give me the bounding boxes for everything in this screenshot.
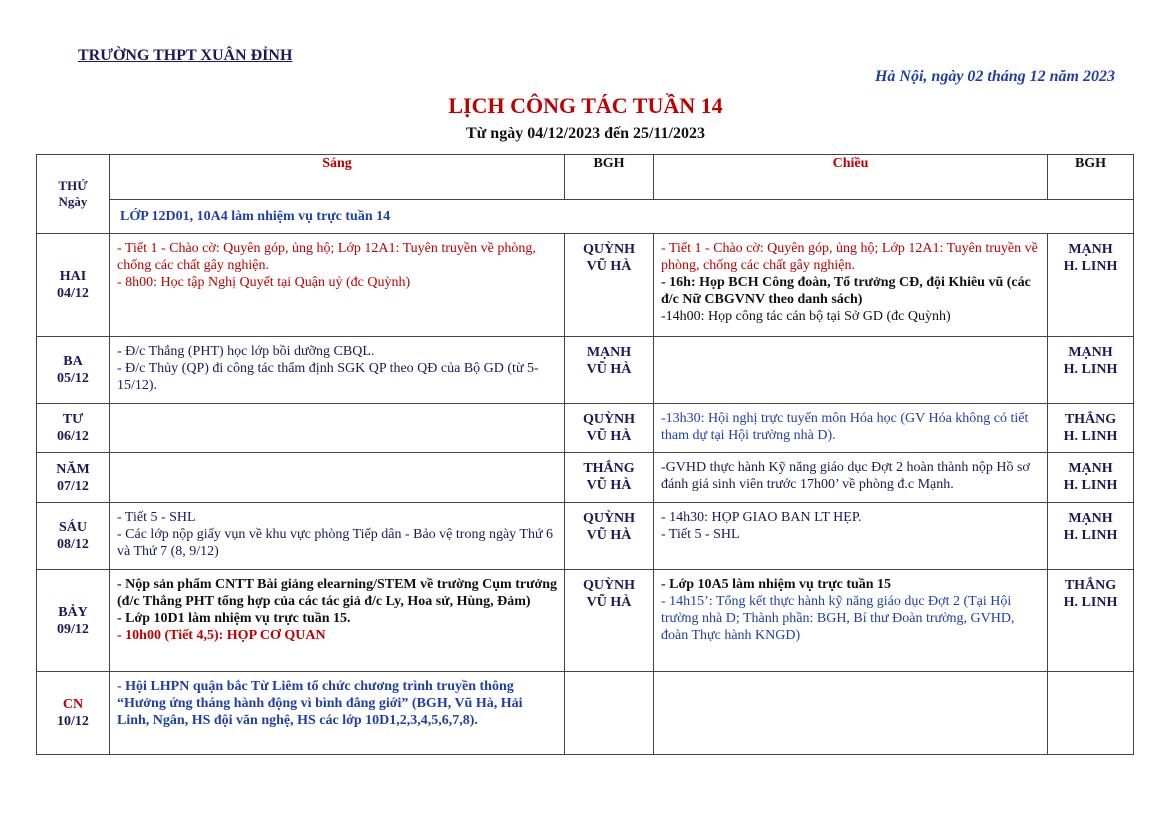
date-range: Từ ngày 04/12/2023 đến 25/11/2023 xyxy=(466,125,705,142)
afternoon-item: - 16h: Họp BCH Công đoàn, Tổ trưởng CĐ, đội Khiêu vũ (các đ/c Nữ CBGVNV theo danh sách) xyxy=(661,275,1031,307)
morning-item: - Nộp sản phẩm CNTT Bài giảng elearning/STEM về trường Cụm trưởng (đ/c Thắng PHT tổng hợp của các tác giả đ/c Ly, Hoa sử, Hùng, Đảm) xyxy=(117,577,558,609)
afternoon-cell xyxy=(654,234,1048,337)
day-cell xyxy=(37,503,110,570)
bgh-afternoon-cell xyxy=(1048,337,1134,404)
day-name: HAI xyxy=(59,269,87,284)
day-header-line2: Ngày xyxy=(58,194,88,209)
bgh-name: QUỲNH xyxy=(582,578,636,593)
bgh-name: VŨ HÀ xyxy=(586,528,632,543)
bgh-afternoon-cell xyxy=(1048,453,1134,503)
bgh-morning-cell xyxy=(565,234,654,337)
bgh-name: MẠNH xyxy=(1068,242,1113,257)
bgh-name: THẮNG xyxy=(1064,412,1117,427)
bgh-name: THẮNG xyxy=(1064,578,1117,593)
bgh-name: H. LINH xyxy=(1063,362,1118,377)
bgh-afternoon-cell xyxy=(1048,672,1134,755)
table-row xyxy=(37,672,1134,755)
morning-item: - 10h00 (Tiết 4,5): HỌP CƠ QUAN xyxy=(117,628,326,643)
day-date: 06/12 xyxy=(57,429,89,444)
day-cell xyxy=(37,570,110,672)
day-cell xyxy=(37,337,110,404)
bgh-name: H. LINH xyxy=(1063,478,1118,493)
bgh-afternoon-column-header: BGH xyxy=(1048,155,1134,200)
bgh-name: THẮNG xyxy=(583,461,635,476)
place-date: Hà Nội, ngày 02 tháng 12 năm 2023 xyxy=(874,68,1115,85)
afternoon-item: -14h00: Họp công tác cán bộ tại Sở GD (đc Quỳnh) xyxy=(661,309,951,324)
table-row xyxy=(37,503,1134,570)
morning-item: - Lớp 10D1 làm nhiệm vụ trực tuần 15. xyxy=(117,611,351,626)
day-date: 04/12 xyxy=(57,286,89,301)
day-date: 09/12 xyxy=(57,621,89,637)
day-cell xyxy=(37,404,110,453)
school-name: TRƯỜNG THPT XUÂN ĐỈNH xyxy=(78,47,293,64)
bgh-name: H. LINH xyxy=(1063,429,1118,444)
afternoon-cell xyxy=(654,453,1048,503)
morning-cell xyxy=(110,570,565,672)
afternoon-cell xyxy=(654,503,1048,570)
day-name: NĂM xyxy=(56,461,90,477)
bgh-name: QUỲNH xyxy=(582,511,636,526)
day-name: TƯ xyxy=(62,412,84,427)
morning-cell xyxy=(110,234,565,337)
table-row xyxy=(37,570,1134,672)
morning-item: - Tiết 5 - SHL xyxy=(117,510,196,525)
bgh-morning-cell xyxy=(565,503,654,570)
bgh-name: MẠNH xyxy=(1068,345,1113,360)
bgh-morning-cell xyxy=(565,672,654,755)
bgh-afternoon-cell xyxy=(1048,234,1134,337)
morning-cell xyxy=(110,337,565,404)
duty-row xyxy=(37,200,1134,234)
table-row xyxy=(37,337,1134,404)
bgh-name: H. LINH xyxy=(1063,595,1118,610)
afternoon-column-header: Chiều xyxy=(654,155,1048,200)
morning-cell xyxy=(110,404,565,453)
bgh-name: VŨ HÀ xyxy=(586,595,632,610)
day-cell xyxy=(37,453,110,503)
morning-item: - 8h00: Học tập Nghị Quyết tại Quận uỷ (đc Quỳnh) xyxy=(117,275,411,290)
afternoon-cell xyxy=(654,570,1048,672)
afternoon-cell xyxy=(654,404,1048,453)
morning-item: - Đ/c Thủy (QP) đi công tác thẩm định SGK QP theo QĐ của Bộ GD (từ 5-15/12). xyxy=(117,361,539,393)
bgh-name: MẠNH xyxy=(1068,511,1113,526)
morning-column-header: Sáng xyxy=(110,155,565,200)
duty-class-text: LỚP 12D01, 10A4 làm nhiệm vụ trực tuần 14 xyxy=(110,200,1048,234)
day-header-line1: THỨ xyxy=(58,178,88,193)
bgh-morning-column-header: BGH xyxy=(565,155,654,200)
day-cell xyxy=(37,234,110,337)
bgh-name: VŨ HÀ xyxy=(586,259,632,274)
bgh-morning-cell xyxy=(565,570,654,672)
bgh-morning-cell xyxy=(565,453,654,503)
day-cell xyxy=(37,672,110,755)
morning-cell xyxy=(110,503,565,570)
bgh-name: H. LINH xyxy=(1063,259,1118,274)
afternoon-item: -13h30: Hội nghị trực tuyến môn Hóa học (GV Hóa không có tiết tham dự tại Hội trường nhà D). xyxy=(661,411,1029,443)
header-row xyxy=(37,155,1134,200)
day-date: 07/12 xyxy=(57,478,89,494)
afternoon-cell xyxy=(654,337,1048,404)
afternoon-item: - 14h30: HỌP GIAO BAN LT HẸP. xyxy=(661,510,862,525)
table-row xyxy=(37,234,1134,337)
table-row xyxy=(37,404,1134,453)
morning-item: - Tiết 1 - Chào cờ: Quyên góp, ủng hộ; Lớp 12A1: Tuyên truyền về phòng, chống các chất gây nghiện. xyxy=(117,241,536,273)
day-date: 08/12 xyxy=(57,537,89,552)
day-name: BA xyxy=(63,354,83,369)
table-row xyxy=(37,453,1134,503)
bgh-afternoon-cell xyxy=(1048,570,1134,672)
afternoon-item: - Tiết 1 - Chào cờ: Quyên góp, ủng hộ; Lớp 12A1: Tuyên truyền về phòng, chống các chất gây nghiện. xyxy=(661,241,1038,273)
bgh-afternoon-cell xyxy=(1048,404,1134,453)
morning-cell xyxy=(110,453,565,503)
afternoon-item: - Tiết 5 - SHL xyxy=(661,527,740,542)
bgh-name: VŨ HÀ xyxy=(586,478,632,493)
schedule-table xyxy=(36,154,1134,755)
bgh-name: QUỲNH xyxy=(582,412,636,427)
morning-cell xyxy=(110,672,565,755)
day-name: SÁU xyxy=(58,520,87,535)
bgh-name: VŨ HÀ xyxy=(586,429,632,444)
bgh-name: VŨ HÀ xyxy=(586,362,632,377)
bgh-morning-cell xyxy=(565,337,654,404)
day-date: 05/12 xyxy=(57,371,89,386)
day-name: BẢY xyxy=(58,604,88,620)
afternoon-item: - Lớp 10A5 làm nhiệm vụ trực tuần 15 xyxy=(661,577,892,592)
day-date: 10/12 xyxy=(57,714,89,729)
morning-item: - Các lớp nộp giấy vụn về khu vực phòng Tiếp dân - Bảo vệ trong ngày Thứ 6 và Thứ 7 (8, 9/12) xyxy=(117,527,554,559)
afternoon-cell xyxy=(654,672,1048,755)
bgh-name: MẠNH xyxy=(586,345,632,360)
bgh-morning-cell xyxy=(565,404,654,453)
day-column-header xyxy=(37,155,110,234)
duty-row-spacer xyxy=(1048,200,1134,234)
bgh-name: MẠNH xyxy=(1068,461,1113,476)
document-title: LỊCH CÔNG TÁC TUẦN 14 xyxy=(448,93,723,118)
afternoon-item: -GVHD thực hành Kỹ năng giáo dục Đợt 2 hoàn thành nộp Hồ sơ đánh giá sinh viên trước 17h00’ về phòng đ.c Mạnh. xyxy=(661,460,1030,492)
day-name: CN xyxy=(62,697,84,712)
morning-item: - Hội LHPN quận bắc Từ Liêm tổ chức chương trình truyền thông “Hưởng ứng tháng hành động vì bình đẳng giới” (BGH, Vũ Hà, Hải Linh, Ngân, HS đội văn nghệ, HS các lớp 10D1,2,3,4,5,6,7,8). xyxy=(117,679,523,728)
bgh-afternoon-cell xyxy=(1048,503,1134,570)
bgh-name: QUỲNH xyxy=(582,242,636,257)
afternoon-item: - 14h15’: Tổng kết thực hành kỹ năng giáo dục Đợt 2 (Tại Hội trường nhà D; Thành phần: BGH, Bí thư Đoàn trường, GVHD, đoàn Thực hành KNGD) xyxy=(661,594,1015,643)
morning-item: - Đ/c Thắng (PHT) học lớp bồi dưỡng CBQL. xyxy=(117,344,375,359)
bgh-name: H. LINH xyxy=(1063,528,1118,543)
